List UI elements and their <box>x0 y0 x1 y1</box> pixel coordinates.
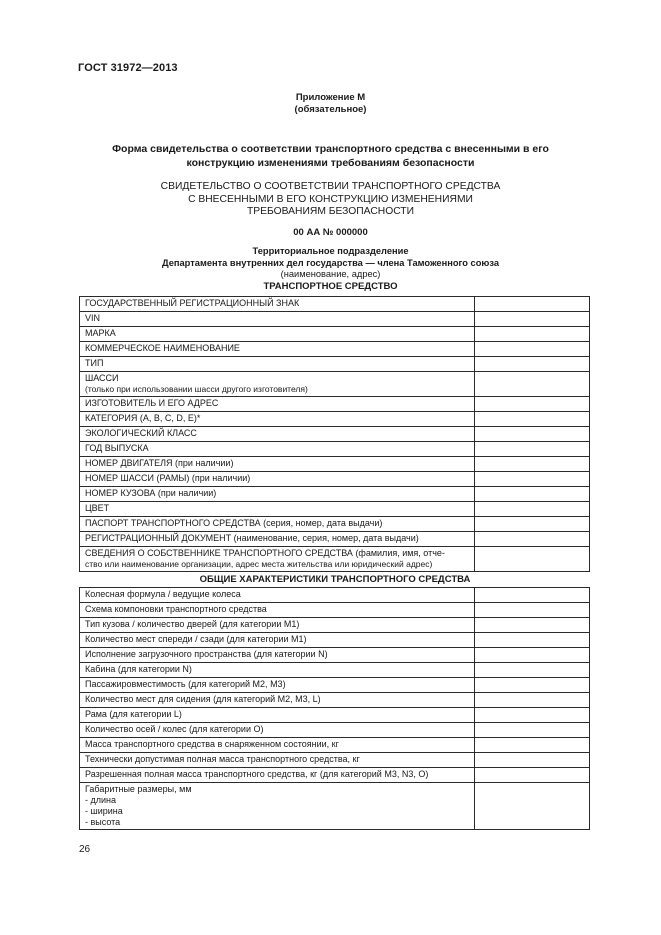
table-row <box>80 693 590 708</box>
table-row <box>80 372 590 397</box>
field-label-cell <box>80 457 475 472</box>
field-label-cell <box>80 618 475 633</box>
table-row <box>80 663 590 678</box>
certificate-number: 00 АА № 000000 <box>293 227 368 238</box>
field-value-cell[interactable] <box>475 502 590 517</box>
issuer-block <box>0 246 661 292</box>
table-row <box>80 427 590 442</box>
dimension-item: - ширина <box>85 806 123 816</box>
field-value-cell[interactable] <box>475 783 590 830</box>
field-value-cell[interactable] <box>475 442 590 457</box>
field-label-cell <box>80 663 475 678</box>
field-label-cell <box>80 648 475 663</box>
table-row <box>80 547 590 572</box>
table-row <box>80 588 590 603</box>
field-value-cell[interactable] <box>475 357 590 372</box>
table-row <box>80 397 590 412</box>
table-row <box>80 357 590 372</box>
field-label-cell <box>80 708 475 723</box>
table-row <box>80 648 590 663</box>
field-label-cell <box>80 397 475 412</box>
field-value-cell[interactable] <box>475 547 590 572</box>
field-label-cell <box>80 327 475 342</box>
field-sublabel: ство или наименование организации, адрес места жительства или юридический адрес) <box>85 559 433 569</box>
field-label: Пассажировместимость (для категорий М2, М3) <box>85 679 286 689</box>
field-label-cell <box>80 342 475 357</box>
field-label-cell <box>80 312 475 327</box>
table-row <box>80 572 590 588</box>
field-label-cell <box>80 633 475 648</box>
field-label-cell <box>80 372 475 397</box>
field-value-cell[interactable] <box>475 397 590 412</box>
table-row <box>80 457 590 472</box>
field-label: Исполнение загрузочного пространства (для категории N) <box>85 649 328 659</box>
table-row <box>80 297 590 312</box>
table-row <box>80 723 590 738</box>
table-row <box>80 517 590 532</box>
field-sublabel: (только при использовании шасси другого изготовителя) <box>85 384 308 394</box>
issuer-line: Территориальное подразделение <box>252 246 409 256</box>
field-value-cell[interactable] <box>475 708 590 723</box>
issuer-line: Департамента внутренних дел государства — члена Таможенного союза <box>161 257 499 268</box>
field-value-cell[interactable] <box>475 327 590 342</box>
table-row <box>80 312 590 327</box>
field-value-cell[interactable] <box>475 678 590 693</box>
field-value-cell[interactable] <box>475 588 590 603</box>
field-value-cell[interactable] <box>475 472 590 487</box>
field-label: ГОСУДАРСТВЕННЫЙ РЕГИСТРАЦИОННЫЙ ЗНАК <box>85 298 300 308</box>
field-value-cell[interactable] <box>475 618 590 633</box>
field-label: Кабина (для категории N) <box>85 664 192 674</box>
field-value-cell[interactable] <box>475 427 590 442</box>
field-label: VIN <box>85 313 101 323</box>
table-row <box>80 487 590 502</box>
field-value-cell[interactable] <box>475 517 590 532</box>
field-value-cell[interactable] <box>475 753 590 768</box>
certificate-title <box>0 181 661 219</box>
field-value-cell[interactable] <box>475 648 590 663</box>
field-label: Схема компоновки транспортного средства <box>85 604 267 614</box>
page-number: 26 <box>79 844 91 855</box>
field-label-cell <box>80 412 475 427</box>
form-title <box>0 142 661 170</box>
field-value-cell[interactable] <box>475 297 590 312</box>
field-label: ГОД ВЫПУСКА <box>85 443 149 453</box>
field-label: НОМЕР ДВИГАТЕЛЯ (при наличии) <box>85 458 234 468</box>
field-label-cell <box>80 532 475 547</box>
field-label: СВЕДЕНИЯ О СОБСТВЕННИКЕ ТРАНСПОРТНОГО СРЕДСТВА (фамилия, имя, отче- <box>85 548 445 558</box>
field-label-cell <box>80 768 475 783</box>
vehicle-table <box>79 296 590 830</box>
field-label: Тип кузова / количество дверей (для категории М1) <box>85 619 300 629</box>
field-label-cell <box>80 753 475 768</box>
field-value-cell[interactable] <box>475 412 590 427</box>
table-row <box>80 412 590 427</box>
standard-header: ГОСТ 31972—2013 <box>78 62 178 74</box>
field-label: Габаритные размеры, мм <box>85 784 192 794</box>
field-label: Колесная формула / ведущие колеса <box>85 589 241 599</box>
field-value-cell[interactable] <box>475 532 590 547</box>
table-row <box>80 738 590 753</box>
field-label-cell <box>80 297 475 312</box>
field-value-cell[interactable] <box>475 633 590 648</box>
field-label-cell <box>80 603 475 618</box>
field-label-cell <box>80 547 475 572</box>
appendix-title: Приложение М <box>295 92 366 103</box>
field-label: КАТЕГОРИЯ (А, В, С, D, E)* <box>85 413 201 423</box>
certificate-title-line: СВИДЕТЕЛЬСТВО О СООТВЕТСТВИИ ТРАНСПОРТНОГО СРЕДСТВА <box>160 181 501 192</box>
certificate-title-line: ТРЕБОВАНИЯМ БЕЗОПАСНОСТИ <box>246 206 414 218</box>
field-label: НОМЕР ШАССИ (РАМЫ) (при наличии) <box>85 473 251 483</box>
field-label: Количество осей / колес (для категории О) <box>85 724 264 734</box>
certificate-title-line: С ВНЕСЕННЫМИ В ЕГО КОНСТРУКЦИЮ ИЗМЕНЕНИЯМИ <box>188 193 473 205</box>
field-label: Количество мест спереди / сзади (для категории М1) <box>85 634 307 644</box>
field-label-cell <box>80 357 475 372</box>
dimension-item: - длина <box>85 795 117 805</box>
field-label: НОМЕР КУЗОВА (при наличии) <box>85 488 217 498</box>
field-value-cell[interactable] <box>475 723 590 738</box>
field-label: ЭКОЛОГИЧЕСКИЙ КЛАСС <box>85 428 197 438</box>
field-value-cell[interactable] <box>475 372 590 397</box>
table-row <box>80 618 590 633</box>
field-value-cell[interactable] <box>475 487 590 502</box>
field-label-cell <box>80 472 475 487</box>
characteristics-section-title: ОБЩИЕ ХАРАКТЕРИСТИКИ ТРАНСПОРТНОГО СРЕДСТВА <box>199 574 471 585</box>
field-label: ТИП <box>85 358 104 368</box>
field-label: Масса транспортного средства в снаряженном состоянии, кг <box>85 739 339 749</box>
form-title-line: Форма свидетельства о соответствии транспортного средства с внесенными в его <box>112 143 549 155</box>
field-label-cell <box>80 678 475 693</box>
table-row <box>80 753 590 768</box>
field-label: РЕГИСТРАЦИОННЫЙ ДОКУМЕНТ (наименование, серия, номер, дата выдачи) <box>85 533 419 543</box>
field-label: Разрешенная полная масса транспортного средства, кг (для категорий М3, N3, O) <box>85 769 429 779</box>
field-value-cell[interactable] <box>475 663 590 678</box>
table-row <box>80 502 590 517</box>
field-label: Рама (для категории L) <box>85 709 182 719</box>
field-value-cell[interactable] <box>475 342 590 357</box>
field-label-cell <box>80 738 475 753</box>
field-label: КОММЕРЧЕСКОЕ НАИМЕНОВАНИЕ <box>85 343 240 353</box>
dimension-item: - высота <box>85 817 121 827</box>
appendix-note: (обязательное) <box>294 104 367 115</box>
field-value-cell[interactable] <box>475 457 590 472</box>
table-row <box>80 327 590 342</box>
table-row <box>80 442 590 457</box>
table-row <box>80 532 590 547</box>
field-label-cell <box>80 487 475 502</box>
issuer-hint: (наименование, адрес) <box>280 269 381 279</box>
table-row <box>80 633 590 648</box>
field-label-cell <box>80 427 475 442</box>
table-row <box>80 783 590 830</box>
field-label: ШАССИ <box>85 373 119 383</box>
field-value-cell[interactable] <box>475 738 590 753</box>
field-label: ПАСПОРТ ТРАНСПОРТНОГО СРЕДСТВА (серия, номер, дата выдачи) <box>85 518 383 528</box>
field-label-cell <box>80 502 475 517</box>
field-value-cell[interactable] <box>475 693 590 708</box>
field-label: Технически допустимая полная масса транспортного средства, кг <box>85 754 360 764</box>
appendix-heading <box>0 92 661 116</box>
vehicle-section-title: ТРАНСПОРТНОЕ СРЕДСТВО <box>263 280 398 292</box>
field-label: МАРКА <box>85 328 116 338</box>
field-label-cell <box>80 442 475 457</box>
field-label: Количество мест для сидения (для категорий М2, М3, L) <box>85 694 321 704</box>
field-label-cell <box>80 783 475 830</box>
field-value-cell[interactable] <box>475 603 590 618</box>
field-value-cell[interactable] <box>475 312 590 327</box>
field-label: ИЗГОТОВИТЕЛЬ И ЕГО АДРЕС <box>85 398 219 408</box>
table-row <box>80 472 590 487</box>
form-title-line: конструкцию изменениями требованиям безопасности <box>186 157 475 169</box>
table-row <box>80 678 590 693</box>
field-label-cell <box>80 693 475 708</box>
field-label-cell <box>80 588 475 603</box>
field-label-cell <box>80 723 475 738</box>
table-row <box>80 708 590 723</box>
table-row <box>80 603 590 618</box>
table-row <box>80 768 590 783</box>
characteristics-title-cell <box>80 572 590 588</box>
field-value-cell[interactable] <box>475 768 590 783</box>
field-label: ЦВЕТ <box>85 503 110 513</box>
table-row <box>80 342 590 357</box>
field-label-cell <box>80 517 475 532</box>
